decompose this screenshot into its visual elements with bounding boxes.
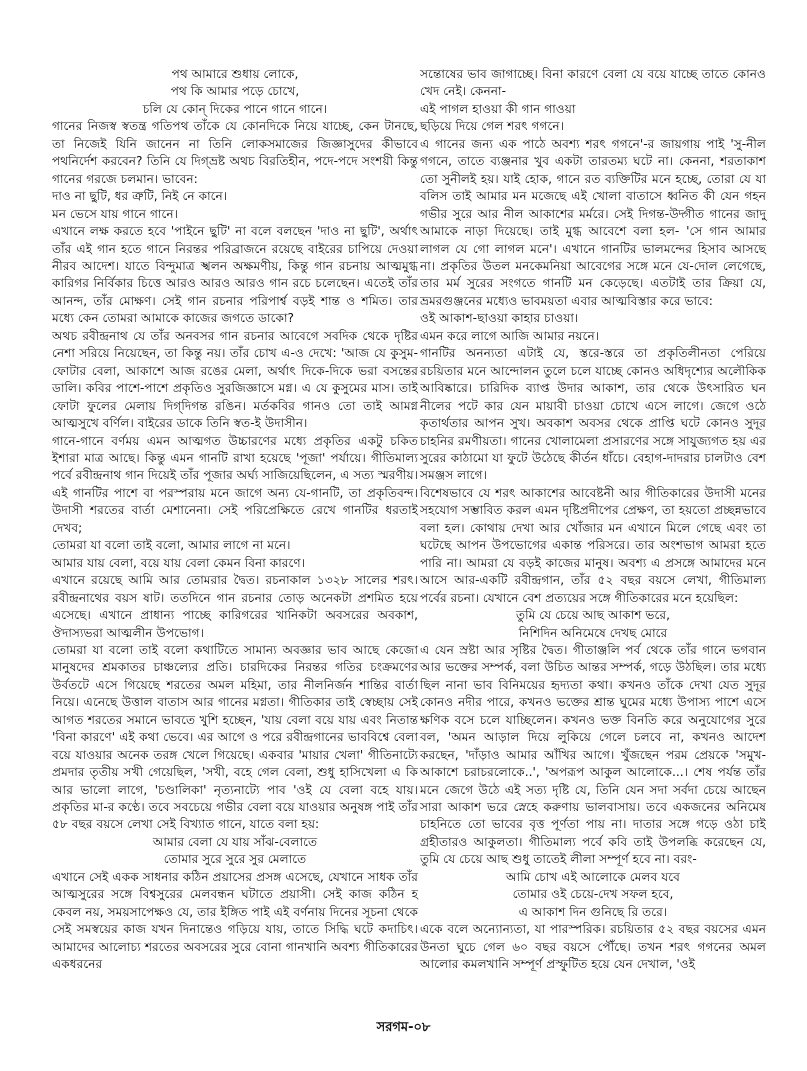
verse-line: নিশিদিন অনিমেষে দেখছ মোরে: [518, 625, 668, 640]
verse-line: চলি যে কোন্‌ দিকের পানে গানে গানে।: [142, 101, 328, 116]
paragraph: গানের নিজস্ব স্বতন্ত্র গতিপথ তাঁকে যে কোনদিকে নিয়ে যাচ্ছে, কেন টানছে, তা নিজেই যিনি জানেন না তিনি লোকসমাজের জিজ্ঞাসুদের কীভাবে পথনির্দেশ করবেন? তিনি যে দিগ্‌ভ্রষ্ট অথচ বিরতিহীন, পদে-পদে সংশয়ী কিন্তু গানের গরজে চলমান। ভাবেন:: [52, 119, 418, 186]
left-column: [52, 66, 418, 974]
verse-line: তোমার সুরে সুরে সুর মেলাতে: [163, 852, 307, 867]
verse-line: পথ আমারে শুধায় লোকে,: [171, 67, 299, 81]
verse-line: মন ভেসে যায় গানে গানে।: [52, 206, 178, 221]
paragraph: একে বলে অন্যোন্যতা, যা পারস্পরিক। রচয়িতার ৫২ বছর বয়সের এমন উনতা ঘুচে গেল ৬০ বছর বয়সে পৌঁছে। তখন শরৎ গগনের অমল আলোর কমলখানি সম্পূর্ণ প্রস্ফুটিত হয়ে যেন দেখাল, 'ওই: [420, 922, 766, 972]
verse-line: এই পাগল হাওয়া কী গান গাওয়া: [420, 101, 576, 116]
paragraph: এখানে রয়েছে আমি আর তোমরার দ্বৈত। রচনাকাল ১৩২৮ সালের শরৎ। রবীন্দ্রনাথের বয়স ষাট। ততদিনে গান রচনার তোড় অনেকটা প্রশমিত হয়ে এসেছে। এখানে প্রাধান্য পাচ্ছে কারিগরের খানিকটা অবসরের অবকাশ, ঔদাস্যভরা আত্মলীন উপভোগ।: [52, 573, 418, 640]
paragraph: এ গানের জন্য এক পাঠে অবশ্য শরৎ গগনে'-র জায়গায় পাই 'সু-নীল গগনে, তাতে ব্যঞ্জনার খুব একটা তারতম্য ঘটে না। কেননা, শরতাকাশ তো সুনীলই হয়। যাই হোক, গানে রত ব্যক্তিটির মনে হচ্ছে, তোরা যে যা বলিস তাই আমার মন মজেছে এই খোলা বাতাসে ধ্বনিত কী যেন গহন গভীর সুরে আর নীল আকাশের মর্মরে। সেই দিগন্ত-উদ্গীত গানের জাদু আমাকে নাড়া দিয়েছে। তাই মুগ্ধ আবেশে বলা হল- 'সে গান আমার লাগল যে গো লাগল মনে'। এখানে গানটির ভালমন্দের হিসাব আসছে না। প্রকৃতির উতল মনকেমনিয়া আবেগের সঙ্গে মনে যে-দোল লেগেছে, তার মর্ম সুরের সংগতে গানটি মন কেড়েছে। এতটাই তার ক্রিয়া যে, ভ্রমরগুঞ্জনের মধ্যেও ভাবময়তা এবার আত্মবিস্তার করে ভাবে:: [420, 136, 766, 308]
paragraph: গানটির অনন্যতা এটাই যে, স্তরে-স্তরে তা প্রকৃতিলীনতা পেরিয়ে রচয়িতার মনে আন্দোলন তুলে চলে যাচ্ছে কোনও অধিদৃশ্যের অলৌকিক আবিষ্কারে। চারিদিক ব্যাপ্ত উদার আকাশ, তার থেকে উৎসারিত ঘন নীলের পটে কার যেন মায়াবী চাওয়া চোখে এসে লাগে। জেগে ওঠে কৃতার্থতার আপন সুখ। অবকাশ অবসর থেকে প্রাপ্তি ঘটে কোনও সুদূর চাহনির রমণীয়তা। গানের খোলামেলা প্রসারণের সঙ্গে সাযুজ্যগত হয় এর সুরের কাঠামো যা ফুটে উঠেছে কীর্তন ধাঁচে। বেহাগ-দাদরার চালটাও বেশ সমঞ্জস লাগে।: [420, 346, 766, 483]
verse-line: এ আকাশ দিন গুনিছে রি তরে।: [518, 904, 668, 919]
verse-line: আমার বেলা যে যায় সাঁঝ-বেলাতে: [152, 834, 318, 849]
verse-line: দাও না ছুটি, ধর ত্রুটি, নিই নে কানে।: [52, 189, 228, 204]
paragraph: অথচ রবীন্দ্রনাথ যে তাঁর অনবসর গান রচনার আবেগে সবদিক থেকে দৃষ্টির নেশা সরিয়ে নিয়েছেন, তা কিন্তু নয়। তাঁর চোখ এ-ও দেখে: 'আজ যে কুসুম- ফোটার বেলা, আকাশে আজ রঙের মেলা, অর্থাৎ দিকে-দিকে ভরা বসন্তের ডালি। কবির পাশে-পাশে প্রকৃতিও সুরজিজ্ঞাসে মগ্ন। এ যে কুসুমের মাস। তাই ফোটা ফুলের মেলায় দিগ্‌দিগন্ত রঙিন। মর্তকবির গানও তো তাই আমগ্ন আত্মসুখে বর্ণিল। বাইরের ডাকে তিনি স্বত-ই উদাসীন।: [52, 328, 418, 431]
verse-line: আমি চোখ এই আলোকে মেলব যবে: [506, 869, 680, 884]
verse-line: তোমরা যা বলো তাই বলো, আমার লাগে না মনে।: [52, 538, 291, 553]
verse-line: আমার যায় বেলা, বয়ে যায় বেলা কেমন বিনা কারণে।: [52, 555, 306, 570]
paragraph: এ যেন স্রষ্টা আর সৃষ্টির দ্বৈত। গীতাঞ্জলি পর্ব থেকে তাঁর গানে ভগবান আর ভক্তের সম্পর্ক, বলা উচিত আন্তর সম্পর্ক, গড়ে উঠছিল। তার মধ্যে ছিল নানা ভাব বিনিময়ের হৃদ্যতা কথা। কখনও তাঁকে দেখা যেত সুদূর কোনও নদীর পারে, কখনও ভক্তের শ্রান্ত ঘুমের মধ্যে উপাস্য পাশে এসে ক্ষণিক বসে চলে যাচ্ছিলেন। কখনও ভক্ত বিনতি করে অনুযোগের সুরে বল, 'অমন আড়াল দিয়ে লুকিয়ে গেলে চলবে না, কখনও আদেশ করছেন, 'দাঁড়াও আমার আঁখির আগে। খুঁজছেন পরম প্রেয়কে 'সমুখ-আকাশে চরাচরলোকে..', 'অপরূপ আকুল আলোকে...। শেষ পর্যন্ত তাঁর মনে জেগে উঠে এই সত্য দৃষ্টি যে, তিনি যেন সদা সর্বদা চেয়ে আছেন সারা আকাশ ভরে স্নেহে করুণায় ভালবাসায়। তবে একজনের অনিমেষ চাহনিতে তো ভাবের বৃত্ত পূর্ণতা পায় না। দাতার সঙ্গে গড়ে ওঠা চাই গ্রহীতারও আকুলতা। গীতিমাল্য পর্বে কবি তাই উপলব্ধি করেছেন যে, তুমি যে চেয়ে আছ শুধু তাতেই লীলা সম্পূর্ণ হবে না। বরং-: [420, 642, 766, 867]
verse-line: এমন করে লাগে আজি আমার নয়নে।: [420, 328, 600, 343]
paragraph: সন্তোষের ভাব জাগাচ্ছে। বিনা কারণে বেলা যে বয়ে যাচ্ছে তাতে কোনও খেদ নেই। কেননা-: [420, 67, 766, 99]
paragraph: এখানে সেই একক সাধনার কঠিন প্রয়াসের প্রসঙ্গ এসেছে, যেখানে সাধক তাঁর আত্মসুরের সঙ্গে বিশ্বসুরের মেলবন্ধন ঘটাতে প্রয়াসী। সেই কাজ কঠিন হ কেবল নয়, সময়সাপেক্ষও যে, তার ইঙ্গিত পাই এই বর্ণনায় দিনের সূচনা থেকে সেই সমস্বয়ের কাজ যখন দিনান্তেও গড়িয়ে যায়, তাতে সিদ্ধি ঘটে কদাচিৎ। আমাদের আলোচ্য শরতের অবসরের সুরে বোনা গানখানি অবশ্য গীতিকারের একধরনের: [52, 869, 418, 972]
verse-line: ওই আকাশ-ছাওয়া কাহার চাওয়া।: [420, 311, 579, 326]
paragraph: বিশেষভাবে যে শরৎ আকাশের আবেষ্টনী আর গীতিকারের উদাসী মনের সহযোগ সম্ভাবিত করল এমন দৃষ্টিপ্রদীপের প্রেক্ষণ, তা হয়তো প্রচ্ছন্নভাবে বলা হল। কোথায় দেখা আর খোঁজার মন এখানে মিলে গেছে এবং তা ঘটেছে আপন উপভোগের একান্ত পরিসরে। তার অংশভাগ আমরা হতে পারি না। আমরা যে বড়ই কাজের মানুষ। অবশ্য এ প্রসঙ্গে আমাদের মনে আসে আর-একটি রবীন্দ্রগান, তাঁর ৫২ বছর বয়সে লেখা, গীতিমাল্য পর্বের রচনা। যেখানে বেশ প্রত্যয়ের সঙ্গে গীতিকারের মনে হয়েছিল:: [420, 485, 766, 605]
verse-line: তুমি যে চেয়ে আছ আকাশ ভরে,: [516, 608, 670, 623]
paragraph: এখানে লক্ষ করতে হবে 'পাইনে ছুটি' না বলে বলছেন 'দাও না ছুটি', অর্থাৎ তাঁর এই গান হতে গানে নিরন্তর পরিব্রাজনে রয়েছে বাইরের চাপিয়ে দেওয়া নীরব আদেশ। যাতে বিন্দুমাত্র স্খলন অক্ষমণীয়, কিন্তু গান রচনায় আত্মমুগ্ধ কারিগর নির্বিকার চিত্তে আরও আরও আরও গান রচে চলেছেন। এতেই তাঁর আনন্দ, তাঁর মোক্ষণ। সেই গান রচনার পরিপার্শ্ব বড়ই শান্ত ও শমিত। তার মধ্যে কেন তোমরা আমাকে কাজের জগতে ডাকো?: [52, 224, 418, 326]
verse-line: পথ কি আমার পড়ে চোখে,: [170, 84, 300, 99]
page-footer: সরগম-০৮: [376, 1020, 431, 1035]
verse-line: তোমার ওই চেয়ে-দেখ সফল হবে,: [512, 887, 674, 902]
paragraph: তোমরা যা বলো তাই বলো কথাটিতে সামান্য অবজ্ঞার ভাব আছে কেজো মানুষদের শ্রমকাতর চাঞ্চল্যের প্রতি। চারদিকের নিরন্তর গতির চংক্রমণের উর্বতটে এসে গিয়েছে শরতের অমল মহিমা, তার নীলনির্জন শান্তির বার্তা নিয়ে। এনেছে উত্তাল বাতাস আর গানের মগ্নতা। গীতিকার তাই স্বেচ্ছায় সেই আগত শরতের সমানে ভাবতে খুশি হচ্ছেন, 'যায় বেলা বয়ে যায় এবং নিতান্ত 'বিনা কারণে' এই কথা ভেবে। এর আগে ও পরে রবীন্দ্রগানের ভাববিশ্বে বেলা বয়ে যাওয়ার অনেক তরঙ্গ খেলে গিয়েছে। একবার 'মায়ার খেলা' গীতিনাট্যে প্রমদার তৃতীয় সখী গেয়েছিল, 'সখী, বহে গেল বেলা, শুধু হাসিখেলা এ কি আর ভালো লাগে, 'চণ্ডালিকা' নৃত্যনাট্যে পাব 'ওই যে বেলা বহে যায়। প্রকৃতির মা-র কণ্ঠে। তবে সবচেয়ে গভীর বেলা বয়ে যাওয়ার অনুষঙ্গ পাই তাঁর ৫৮ বছর বয়সে লেখা সেই বিখ্যাত গানে, যাতে বলা হয়:: [52, 642, 418, 832]
paragraph: গানে-গানে বর্ণময় এমন আত্মগত উচ্চারণের মধ্যে প্রকৃতির একটু চকিত ইশারা মাত্র আছে। কিন্তু এমন গানটি রাখা হয়েছে 'পূজা' পর্যায়ে। গীতিমাল্য পর্বে রবীন্দ্রনাথ গান দিয়েই তাঁর পূজার অর্ঘ্য সাজিয়েছিলেন, এ সত্য স্মরণীয়। এই গানটির পাশে বা পরস্পরায় মনে জাগে অন্য যে-গানটি, তা প্রকৃতিবন্দ। উদাসী শরতের বার্তা মেশানেনা। সেই পরিপ্রেক্ষিতে রেখে গানটির ধরতাই দেখব;: [52, 433, 419, 535]
verse-line: ছড়িয়ে দিয়ে গেল শরৎ গগনে।: [420, 119, 565, 134]
right-column: [420, 66, 766, 974]
